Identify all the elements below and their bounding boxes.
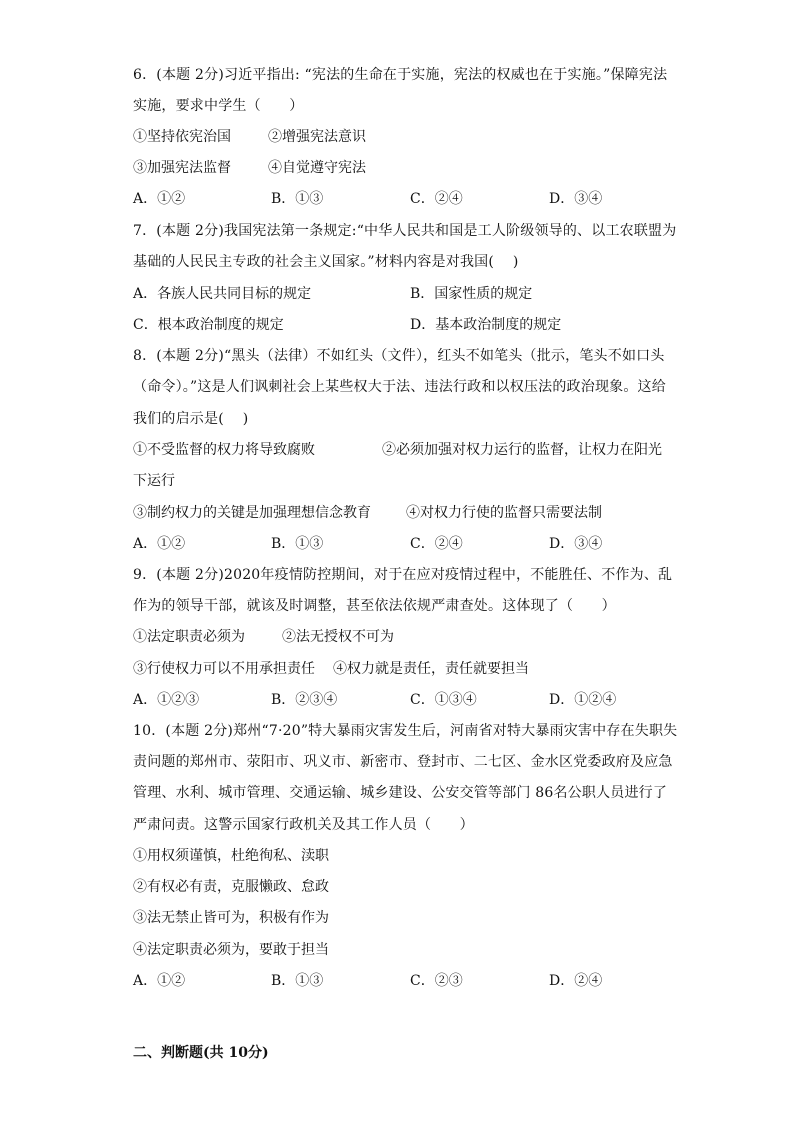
question-10-statement-4: ④法定职责必须为，要敢于担当 xyxy=(133,942,329,958)
question-8-option-a: A．①② xyxy=(133,536,186,552)
question-9-option-a: A．①②③ xyxy=(133,692,200,708)
question-10-statement-1: ①用权须谨慎，杜绝徇私、渎职 xyxy=(133,848,329,864)
question-10-option-c: C．②③ xyxy=(410,973,463,989)
question-9-option-b: B．②③④ xyxy=(271,692,338,708)
question-6-option-d: D．③④ xyxy=(549,191,603,207)
question-10-stem-line-3: 管理、水利、城市管理、交通运输、城乡建设、公安交管等部门 86名公职人员进行了 xyxy=(133,785,668,801)
question-10-option-d: D．②④ xyxy=(549,973,603,989)
question-9-statement-4: ④权力就是责任，责任就要担当 xyxy=(333,661,529,677)
question-6-stem-line-2: 实施，要求中学生（ ） xyxy=(133,98,304,114)
question-9-option-d: D．①②④ xyxy=(549,692,617,708)
question-9-stem-line-1: 9．(本题 2分)2020年疫情防控期间，对于在应对疫情过程中，不能胜任、不作为、乱 xyxy=(133,567,673,583)
question-9-statement-3: ③行使权力可以不用承担责任 xyxy=(133,661,315,677)
question-7-option-d: D．基本政治制度的规定 xyxy=(410,317,562,333)
question-6-statement-2: ②增强宪法意识 xyxy=(268,129,366,145)
question-8-option-d: D．③④ xyxy=(549,536,603,552)
question-6-option-c: C．②④ xyxy=(410,191,463,207)
question-10-stem-line-2: 责问题的郑州市、荥阳市、巩义市、新密市、登封市、二七区、金水区党委政府及应急 xyxy=(133,754,673,770)
question-8-statement-3: ③制约权力的关键是加强理想信念教育 xyxy=(133,505,371,521)
question-7-stem-line-2: 基础的人民民主专政的社会主义国家。”材料内容是对我国( ) xyxy=(133,254,519,270)
question-7-option-b: B．国家性质的规定 xyxy=(410,286,533,302)
question-8-statement-4: ④对权力行使的监督只需要法制 xyxy=(406,505,602,521)
question-8-statement-2: ②必须加强对权力运行的监督，让权力在阳光 xyxy=(382,442,662,458)
question-9-statement-2: ②法无授权不可为 xyxy=(282,629,394,645)
question-6-stem-line-1: 6．(本题 2分)习近平指出: “宪法的生命在于实施，宪法的权威也在于实施。”保障宪法 xyxy=(133,67,668,83)
question-10-stem-line-1: 10．(本题 2分)郑州“7·20”特大暴雨灾害发生后，河南省对特大暴雨灾害中存在失职失 xyxy=(133,723,678,739)
question-8-statement-2-cont: 下运行 xyxy=(133,473,175,489)
question-6-statement-1: ①坚持依宪治国 xyxy=(133,129,231,145)
question-6-statement-3: ③加强宪法监督 xyxy=(133,160,231,176)
question-8-statement-1: ①不受监督的权力将导致腐败 xyxy=(133,442,315,458)
question-10-statement-2: ②有权必有责，克服懒政、怠政 xyxy=(133,879,329,895)
question-6-option-a: A．①② xyxy=(133,191,186,207)
question-8-option-c: C．②④ xyxy=(410,536,463,552)
question-8-stem-line-3: 我们的启示是( ) xyxy=(133,411,249,427)
question-8-option-b: B．①③ xyxy=(271,536,324,552)
question-7-stem-line-1: 7．(本题 2分)我国宪法第一条规定:“中华人民共和国是工人阶级领导的、以工农联盟为 xyxy=(133,223,677,239)
section-title-judgment: 二、判断题(共 10分) xyxy=(133,1045,269,1061)
question-6-statement-4: ④自觉遵守宪法 xyxy=(268,160,366,176)
question-9-option-c: C．①③④ xyxy=(410,692,477,708)
question-8-stem-line-2: （命令）。”这是人们讽刺社会上某些权大于法、违法行政和以权压法的政治现象。这给 xyxy=(133,379,666,395)
question-9-stem-line-2: 作为的领导干部，就该及时调整，甚至依法依规严肃查处。这体现了（ ） xyxy=(133,598,616,614)
question-7-option-a: A．各族人民共同目标的规定 xyxy=(133,286,312,302)
question-6-option-b: B．①③ xyxy=(271,191,324,207)
question-8-stem-line-1: 8．(本题 2分)“黑头（法律）不如红头（文件），红头不如笔头（批示，笔头不如口头 xyxy=(133,348,665,364)
question-10-option-b: B．①③ xyxy=(271,973,324,989)
question-10-stem-line-4: 严肃问责。这警示国家行政机关及其工作人员（ ） xyxy=(133,817,474,833)
question-7-option-c: C．根本政治制度的规定 xyxy=(133,317,284,333)
question-10-statement-3: ③法无禁止皆可为，积极有作为 xyxy=(133,910,329,926)
question-9-statement-1: ①法定职责必须为 xyxy=(133,629,245,645)
question-10-option-a: A．①② xyxy=(133,973,186,989)
